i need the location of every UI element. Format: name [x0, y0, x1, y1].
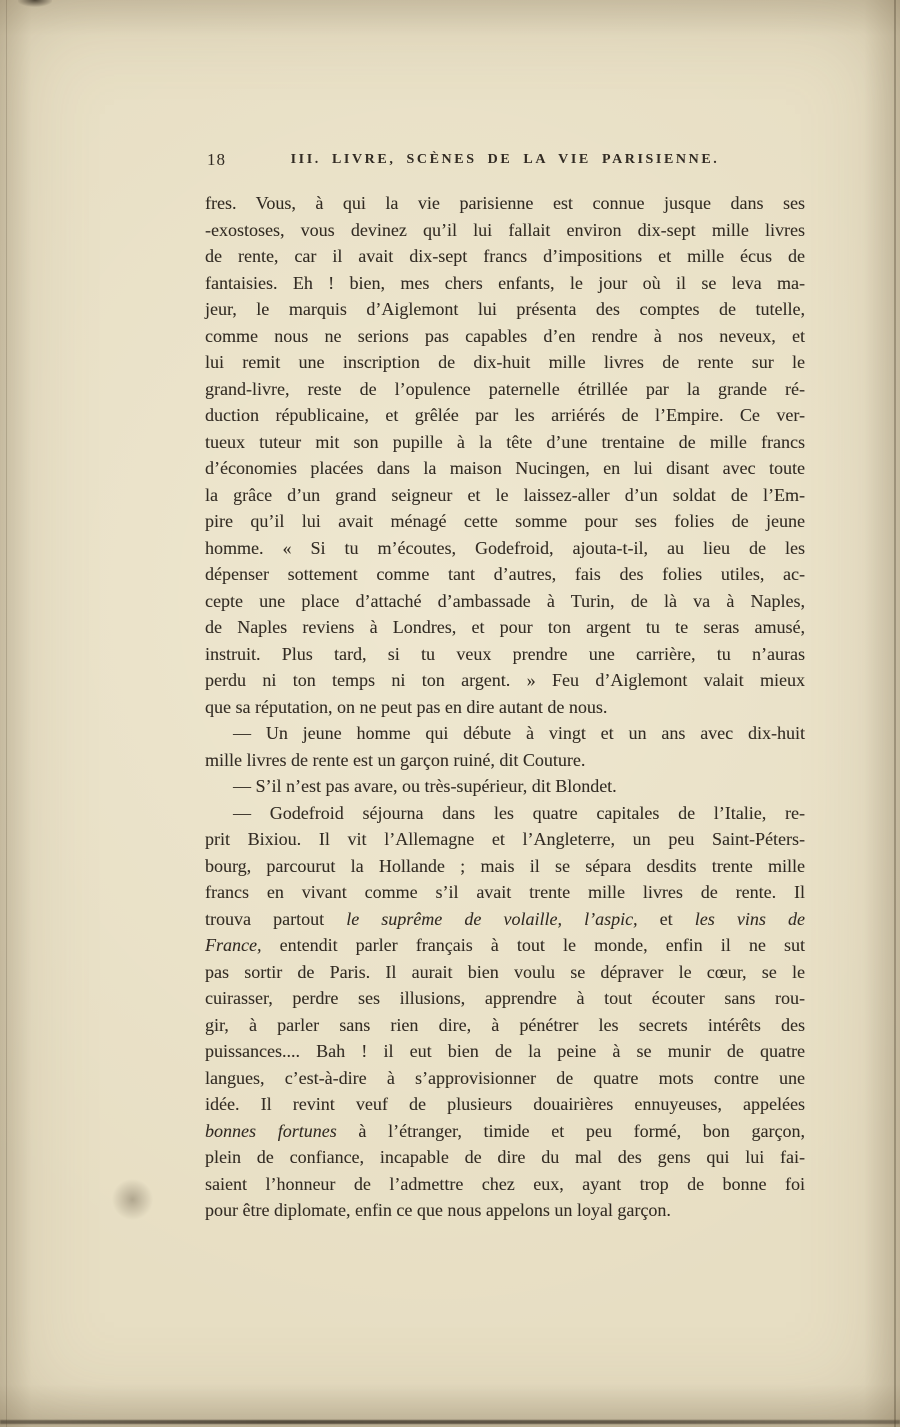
text-line: saient l’honneur de l’admettre chez eux, ayant trop de bonne foi — [205, 1173, 805, 1194]
text-line: — Un jeune homme qui débute à vingt et un ans avec dix-huit — [233, 723, 805, 743]
text-line: dépenser sottement comme tant d’autres, fais des folies utiles, ac- — [205, 564, 805, 584]
text-line: tueux tuteur mit son pupille à la tête d’une trentaine de mille francs — [205, 431, 805, 452]
text-line: comme nous ne serions pas capables d’en rendre à nos neveux, et — [205, 325, 805, 346]
text-line: France, entendit parler français à tout le monde, enfin il ne sut — [205, 935, 805, 955]
text-line: de rente, car il avait dix-sept francs d’impositions et mille écus de — [205, 246, 805, 266]
scan-edge-right — [894, 0, 896, 1427]
text-line: jeur, le marquis d’Aiglemont lui présenta des comptes de tutelle, — [205, 299, 805, 319]
text-line: pire qu’il lui avait ménagé cette somme pour ses folies de jeune — [205, 511, 805, 531]
text-line: bourg, parcourut la Hollande ; mais il se sépara desdits trente mille — [205, 855, 805, 876]
text-line: fres. Vous, à qui la vie parisienne est connue jusque dans ses — [205, 193, 805, 213]
text-line: de Naples reviens à Londres, et pour ton argent tu te seras amusé, — [205, 617, 805, 637]
scan-mark-top-left — [18, 0, 52, 8]
text-line: la grâce d’un grand seigneur et le laissez-aller d’un soldat de l’Em- — [205, 484, 805, 505]
text-block — [205, 190, 805, 1224]
running-header: III. LIVRE, SCÈNES DE LA VIE PARISIENNE. — [290, 152, 720, 167]
text-line: -exostoses, vous devinez qu’il lui fallait environ dix-sept mille livres — [205, 219, 805, 240]
text-line: pas sortir de Paris. Il aurait bien voulu se dépraver le cœur, se le — [205, 961, 805, 982]
text-line: — S’il n’est pas avare, ou très-supérieur, dit Blondet. — [233, 776, 617, 796]
text-line: pour être diplomate, enfin ce que nous appelons un loyal garçon. — [205, 1200, 671, 1220]
scan-edge-left — [6, 0, 7, 1427]
text-line: trouva partout le suprême de volaille, l’aspic, et les vins de — [205, 908, 805, 929]
text-line: homme. « Si tu m’écoutes, Godefroid, ajouta-t-il, au lieu de les — [205, 537, 805, 558]
text-line: puissances.... Bah ! il eut bien de la peine à se munir de quatre — [205, 1041, 805, 1061]
text-line: bonnes fortunes à l’étranger, timide et peu formé, bon garçon, — [205, 1120, 805, 1141]
text-line: idée. Il revint veuf de plusieurs douairières ennuyeuses, appelées — [205, 1094, 805, 1114]
page-number: 18 — [207, 150, 226, 169]
text-line: cuirasser, perdre ses illusions, apprendre à tout écouter sans rou- — [205, 988, 805, 1008]
text-line: fantaisies. Eh ! bien, mes chers enfants, le jour où il se leva ma- — [205, 272, 805, 293]
scan-edge-bottom — [0, 1420, 900, 1424]
text-line: prit Bixiou. Il vit l’Allemagne et l’Angleterre, un peu Saint-Péters- — [205, 829, 805, 849]
text-line: que sa réputation, on ne peut pas en dire autant de nous. — [205, 696, 608, 717]
text-line: — Godefroid séjourna dans les quatre capitales de l’Italie, re- — [233, 802, 805, 823]
scan-smudge — [105, 1172, 160, 1227]
text-line: francs en vivant comme s’il avait trente mille livres de rente. Il — [205, 882, 805, 902]
text-line: langues, c’est-à-dire à s’approvisionner de quatre mots contre une — [205, 1067, 805, 1088]
text-line: perdu ni ton temps ni ton argent. » Feu d’Aiglemont valait mieux — [205, 670, 805, 690]
text-line: mille livres de rente est un garçon ruiné, dit Couture. — [205, 749, 586, 770]
text-line: duction républicaine, et grêlée par les arriérés de l’Empire. Ce ver- — [205, 405, 805, 425]
text-line: plein de confiance, incapable de dire du mal des gens qui lui fai- — [205, 1147, 805, 1167]
text-line: grand-livre, reste de l’opulence paternelle étrillée par la grande ré- — [205, 378, 805, 399]
text-line: cepte une place d’attaché d’ambassade à Turin, de là va à Naples, — [205, 590, 805, 611]
text-line: gir, à parler sans rien dire, à pénétrer les secrets intérêts des — [205, 1014, 805, 1035]
page-header — [205, 150, 805, 172]
text-line: instruit. Plus tard, si tu veux prendre une carrière, tu n’auras — [205, 643, 805, 664]
text-line: lui remit une inscription de dix-huit mille livres de rente sur le — [205, 352, 805, 372]
text-line: d’économies placées dans la maison Nucingen, en lui disant avec toute — [205, 458, 805, 478]
